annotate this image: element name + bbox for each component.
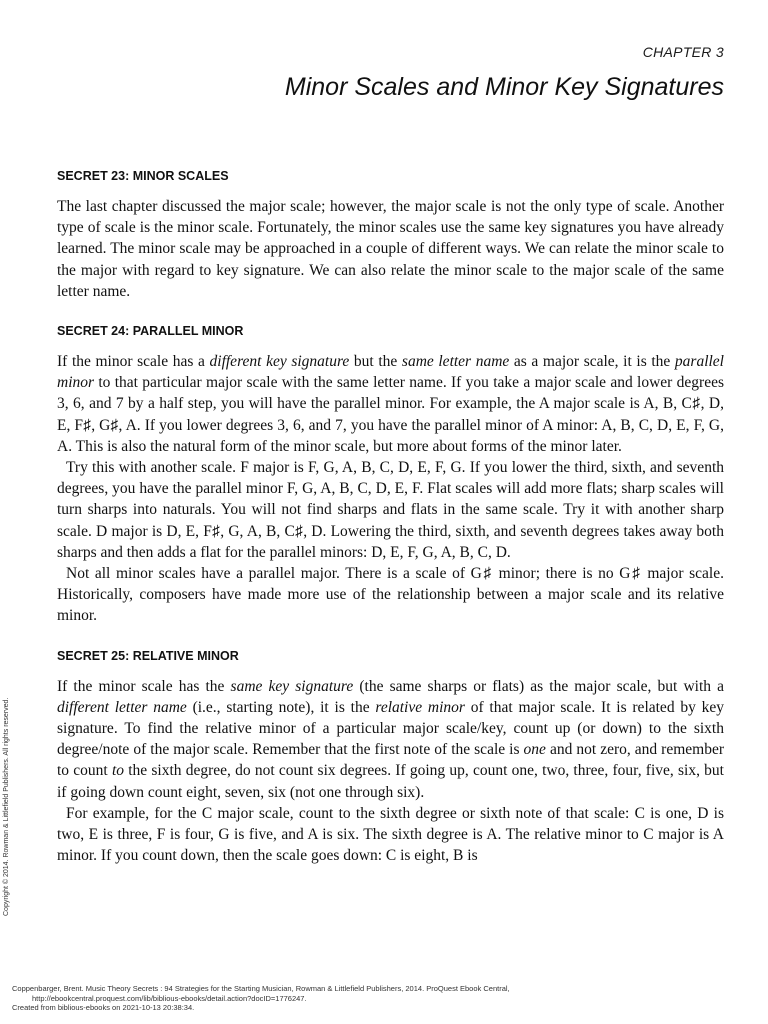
text-span: the sixth degree, do not count six degrees. If going up, count one, two, three, four, five, six, but if going down count eight, seven, six (not one through six). <box>57 762 724 801</box>
copyright-sidenote: Copyright © 2014. Rowman & Littlefield Publishers. All rights reserved. <box>3 697 10 916</box>
text-span: For example, for the C major scale, count to the sixth degree or sixth note of that scale: C is one, D is two, E is three, F is four, G is five, and A is six. The sixth degree is A. The relative minor to C major is A minor. If you count down, then the scale goes down: C is eight, B is <box>57 804 724 865</box>
section-heading-secret-23: SECRET 23: MINOR SCALES <box>57 169 229 183</box>
paragraph <box>57 563 724 627</box>
text-span: to that particular major scale with the same letter name. If you take a major scale and lower degrees 3, 6, and 7 by a half step, you will have the parallel minor. For example, the A major scale is A, B, C♯, D, E, F♯, G♯, A. If you lower degrees 3, 6, and 7, you have the parallel minor of A minor: A, B, C, D, E, F, G, A. This is also the natural form of the minor scale, but more about forms of the minor later. <box>57 374 724 455</box>
text-span: Not all minor scales have a parallel major. There is a scale of G♯ minor; there is no G♯ major scale. Historically, composers have made more use of the relationship between a major scale and its relative minor. <box>57 565 724 625</box>
emphasis-span: different letter name <box>57 698 187 716</box>
emphasis-span: relative minor <box>375 698 465 716</box>
citation-footer <box>12 984 510 1013</box>
text-span: If the minor scale has a <box>57 353 210 371</box>
footer-url-link[interactable]: http://ebookcentral.proquest.com/lib/biblious-ebooks/detail.action?docID=1776247. <box>32 993 307 1003</box>
emphasis-span: same key signature <box>230 677 354 695</box>
paragraph <box>57 457 724 563</box>
section-heading-secret-24: SECRET 24: PARALLEL MINOR <box>57 324 244 339</box>
text-span: and not zero, and remember to count <box>57 741 724 780</box>
paragraph <box>57 196 724 302</box>
text-span: (i.e., starting note), it is the <box>186 698 376 716</box>
emphasis-span: same letter name <box>401 353 510 371</box>
emphasis-span: to <box>111 762 124 780</box>
emphasis-span: one <box>523 741 546 759</box>
text-span: of that major scale. It is related by key signature. To find the relative minor of a particular major scale/key, count up (or down) to the sixth degree/note of the major scale. Remember that the first note of the scale is <box>57 698 725 759</box>
text-span: but the <box>349 353 402 371</box>
paragraph <box>57 676 724 803</box>
text-span: The last chapter discussed the major scale; however, the major scale is not the only type of scale. Another type of scale is the minor scale. Fortunately, the minor scales use the same key signatures you have already learned. The minor scale may be approached in a couple of different ways. We can relate the minor scale to the major with regard to key signature. We can also relate the minor scale to the major scale of the same letter name. <box>57 198 724 300</box>
paragraph <box>57 803 724 867</box>
chapter-title: Minor Scales and Minor Key Signatures <box>284 73 724 101</box>
page-content <box>57 168 724 866</box>
emphasis-span: parallel minor <box>57 353 724 392</box>
footer-line: Created from biblious-ebooks on 2021-10-13 20:38:34. <box>12 1003 195 1013</box>
text-span: (the same sharps or flats) as the major scale, but with a <box>353 677 725 695</box>
text-span: Try this with another scale. F major is F, G, A, B, C, D, E, F, G. If you lower the third, sixth, and seventh degrees, you have the parallel minor F, G, A, B, C, D, E, F. Flat scales will add more flats; sharp scales will turn sharps into naturals. You will not find sharps and flats in the same scale. Try it with another sharp scale. D major is D, E, F♯, G, A, B, C♯, D. Lowering the third, sixth, and seventh degrees takes away both sharps and then adds a flat for the parallel minors: D, E, F, G, A, B, C, D. <box>57 459 724 561</box>
chapter-label: CHAPTER 3 <box>642 44 724 60</box>
section-heading-secret-25: SECRET 25: RELATIVE MINOR <box>57 648 239 663</box>
paragraph <box>57 351 724 457</box>
text-span: as a major scale, it is the <box>509 353 675 371</box>
text-span: If the minor scale has the <box>57 677 231 695</box>
emphasis-span: different key signature <box>209 353 350 371</box>
footer-line: Coppenbarger, Brent. Music Theory Secrets : 94 Strategies for the Starting Musician, Rowman & Littlefield Publishers, 2014. ProQuest Ebook Central, <box>12 984 510 993</box>
